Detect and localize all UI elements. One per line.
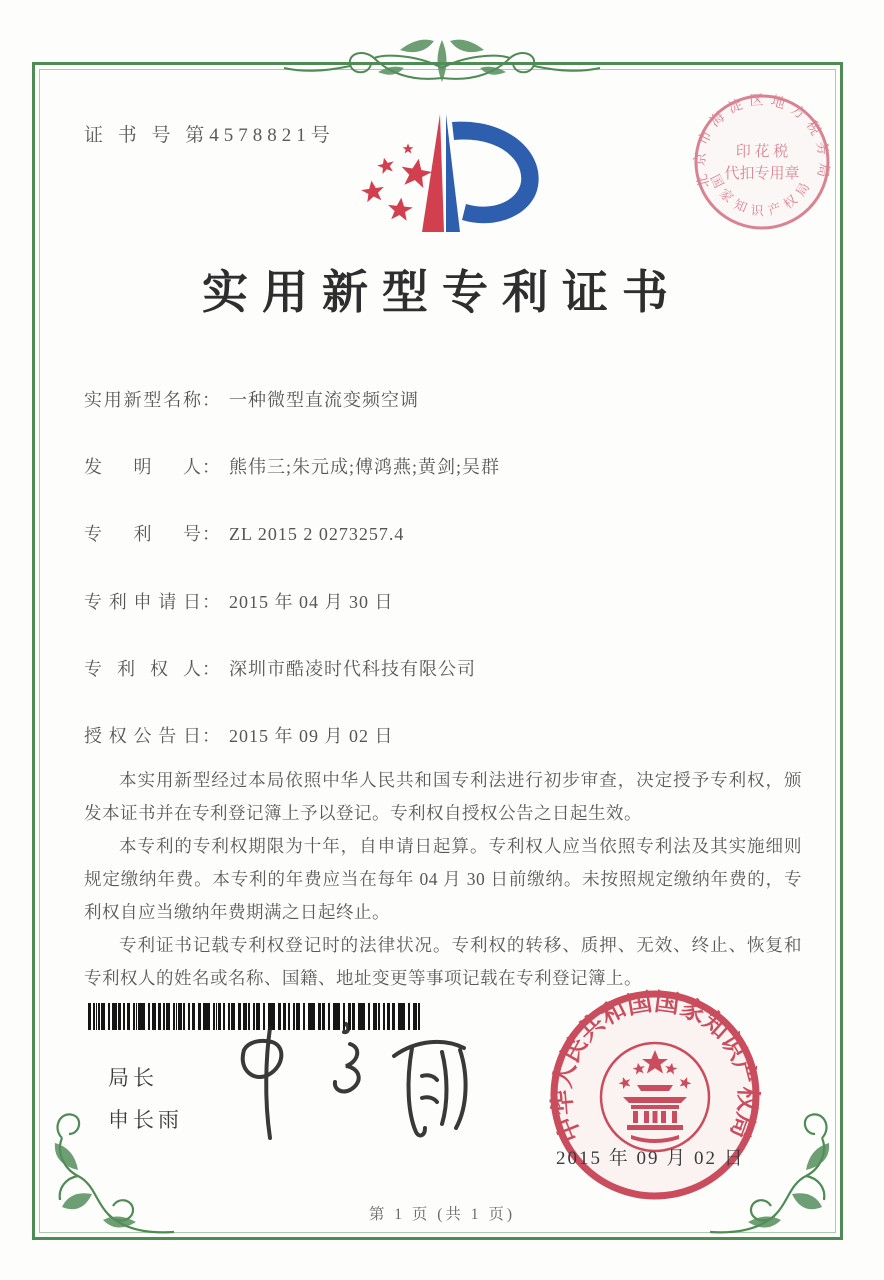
cnipa-patent-logo-icon: [348, 100, 563, 250]
field-colon: ：: [202, 726, 221, 746]
field-colon: ：: [202, 524, 221, 544]
field-label: 专利申请日: [84, 592, 202, 612]
field-label: 发明人: [84, 457, 202, 477]
certificate-title: 实用新型专利证书: [202, 267, 682, 318]
legal-paragraph-2: 本专利的专利权期限为十年，自申请日起算。专利权人应当依照专利法及其实施细则规定缴纳年费。本专利的年费应当在每年 04 月 30 日前缴纳。未按照规定缴纳年费的，专利权自应当缴纳年费期满之日起终止。: [84, 836, 802, 922]
field-value: 2015 年 04 月 30 日: [229, 592, 394, 612]
legal-paragraph-1: 本实用新型经过本局依照中华人民共和国专利法进行初步审查，决定授予专利权，颁发本证书并在专利登记簿上予以登记。专利权自授权公告之日起生效。: [84, 770, 802, 823]
tax-stamp-seal: [684, 84, 840, 240]
director-title-label: 局长: [108, 1066, 158, 1090]
field-utility-model-name: [84, 386, 804, 412]
tax-stamp-top-text: 北京市海淀区地方税务局: [693, 93, 832, 190]
field-value: 深圳市酷凌时代科技有限公司: [229, 659, 476, 679]
field-colon: ：: [202, 390, 221, 410]
field-patentee: [84, 655, 804, 681]
field-colon: ：: [202, 659, 221, 679]
field-label: 授权公告日: [84, 726, 202, 746]
office-seal-ring-text: 中华人民共和国国家知识产权局: [548, 988, 761, 1146]
field-patent-number: [84, 520, 804, 546]
cnipa-office-seal: [544, 984, 766, 1206]
director-signature: [228, 1012, 478, 1152]
field-inventors: [84, 453, 804, 479]
field-value: 2015 年 09 月 02 日: [229, 726, 394, 746]
seal-date: 2015 年 09 月 02 日: [556, 1148, 745, 1169]
tax-stamp-bottom-text: 国家知识产权局: [707, 171, 816, 219]
certificate-number: 证 书 号 第4578821号: [84, 125, 335, 146]
field-filing-date: [84, 588, 804, 614]
field-label: 实用新型名称: [84, 390, 202, 410]
page-number-footer: 第 1 页 (共 1 页): [368, 1206, 516, 1223]
tax-stamp-center-line1: 印 花 税: [735, 144, 789, 160]
field-colon: ：: [202, 592, 221, 612]
field-value: 熊伟三;朱元成;傅鸿燕;黄剑;吴群: [229, 457, 501, 477]
director-name-label: 申长雨: [108, 1108, 183, 1132]
field-value: ZL 2015 2 0273257.4: [229, 524, 405, 544]
legal-paragraph-3: 专利证书记载专利权登记时的法律状况。专利权的转移、质押、无效、终止、恢复和专利权人的姓名或名称、国籍、地址变更等事项记载在专利登记簿上。: [84, 935, 802, 988]
field-label: 专利号: [84, 524, 202, 544]
tax-stamp-center-line2: 代扣专用章: [724, 166, 800, 182]
legal-text-block: [84, 764, 802, 995]
field-colon: ：: [202, 457, 221, 477]
field-value: 一种微型直流变频空调: [229, 390, 419, 410]
field-label: 专利权人: [84, 659, 202, 679]
field-grant-date: [84, 722, 804, 748]
